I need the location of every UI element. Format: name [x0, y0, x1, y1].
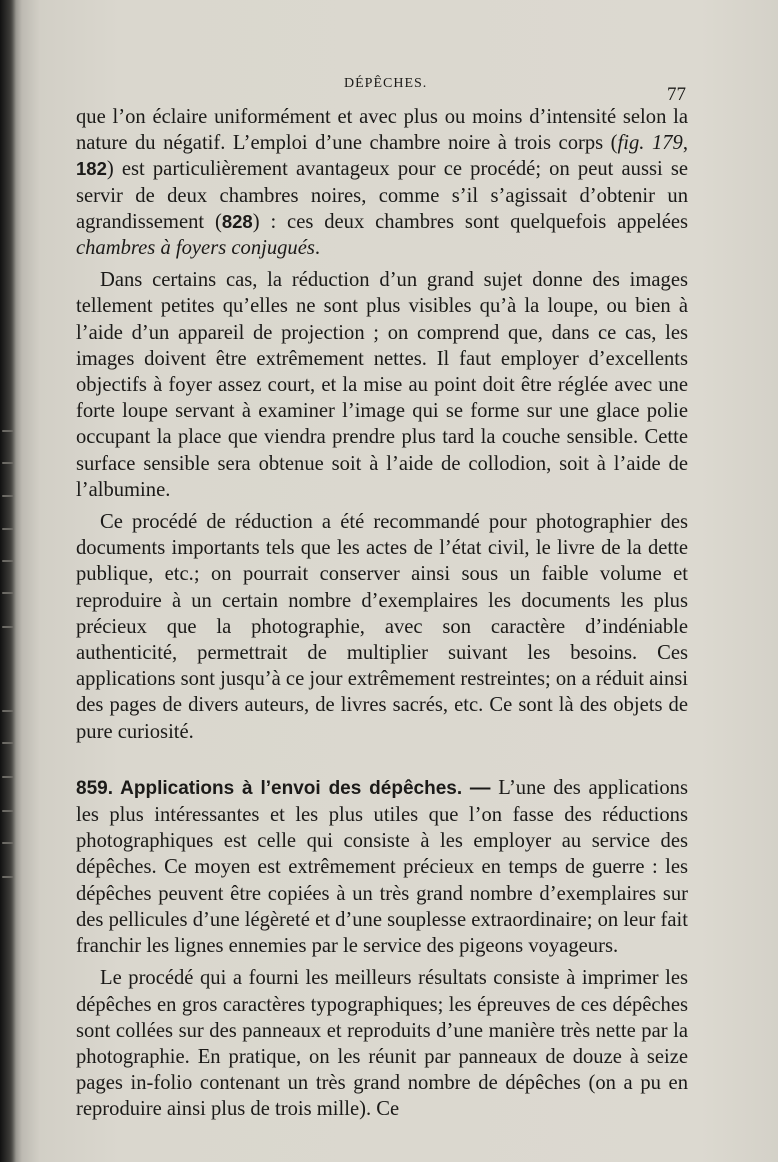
- text-run: Le procédé qui a fourni les meilleurs résultats consiste à imprimer les dépêches en gros caractères typographiques; les épreuves de ces dépêches sont collées sur des panneaux et reproduits d’une manière très nette par la photographie. En pratique, on les réunit par panneaux de douze à seize pages in-folio contenant un très grand nombre de dépêches (on a pu en reproduire ainsi plus de trois mille). Ce: [76, 967, 688, 1121]
- paragraph: [76, 509, 688, 745]
- book-page: [76, 70, 688, 1129]
- text-run: ) est particulièrement avantageux pour ce procédé; on peut aussi se servir de deux chambres noires, comme s’il s’agissait d’obtenir un agrandissement (: [76, 158, 688, 233]
- section-859: [76, 775, 688, 1123]
- intro-paragraphs: [76, 104, 688, 745]
- text-run: Ce procédé de réduction a été recommandé pour photographier des documents importants tels que les actes de l’état civil, le livre de la dette publique, etc.; on pourrait conserver ainsi sous un faible volume et reproduire à un certain nombre d’exemplaires les documents les plus précieux que la photographie, avec son caractère d’indéniable authenticité, permettrait de multiplier suivant les besoins. Ces applications sont jusqu’à ce jour extrêmement restreintes; on a réduit ainsi des pages de divers auteurs, de livres sacrés, etc. Ce sont là des objets de pure curiosité.: [76, 511, 688, 743]
- italic-text: fig. 179: [617, 132, 683, 155]
- section-heading: 859. Applications à l’envoi des dépêches.: [76, 777, 463, 799]
- section-first-body: [76, 777, 688, 957]
- paragraph: [76, 104, 688, 261]
- body-text: [76, 104, 688, 1123]
- running-head-title: DÉPÊCHES.: [344, 76, 428, 91]
- paragraph: [76, 965, 688, 1122]
- section-more-paragraphs: [76, 965, 688, 1122]
- text-run: ,: [682, 132, 688, 155]
- reference-number: 182: [76, 158, 107, 180]
- page-number: 77: [667, 84, 686, 105]
- italic-text: chambres à foyers conjugués: [76, 237, 315, 260]
- text-run: Dans certains cas, la réduction d’un grand sujet donne des images tellement petites qu’elles ne sont plus visibles qu’à la loupe, ou bien à l’aide d’un appareil de projection ; on comprend que, dans ce cas, les images doivent être extrêmement nettes. Il faut employer d’excellents objectifs à foyer assez court, et la mise au point doit être réglée avec une forte loupe servant à examiner l’image qui se forme sur une glace polie occupant la place que viendra prendre plus tard la couche sensible. Cette surface sensible sera obtenue soit à l’aide de collodion, soit à l’aide de l’albumine.: [76, 269, 688, 501]
- text-run: ) : ces deux chambres sont quelquefois appelées: [252, 210, 688, 233]
- running-head: [76, 70, 688, 104]
- text-run: que l’on éclaire uniformément et avec plus ou moins d’intensité selon la nature du négatif. L’emploi d’une chambre noire à trois corps (: [76, 106, 688, 155]
- section-first-paragraph: [76, 775, 688, 959]
- reference-number: 828: [221, 210, 253, 232]
- text-run: .: [314, 237, 321, 260]
- facing-page-edge: [0, 400, 16, 940]
- text-run: L’une des applications les plus intéressantes et les plus utiles que l’on fasse des réductions photographiques est celle qui consiste à les employer au service des dépêches. Ce moyen est extrêmement précieux en temps de guerre : les dépêches peuvent être copiées à un très grand nombre d’exemplaires sur des pellicules d’une légèreté et d’une souplesse extraordinaire; on leur fait franchir les lignes ennemies par le service des pigeons voyageurs.: [76, 776, 688, 958]
- section-dash: —: [469, 775, 491, 799]
- paragraph: [76, 267, 688, 503]
